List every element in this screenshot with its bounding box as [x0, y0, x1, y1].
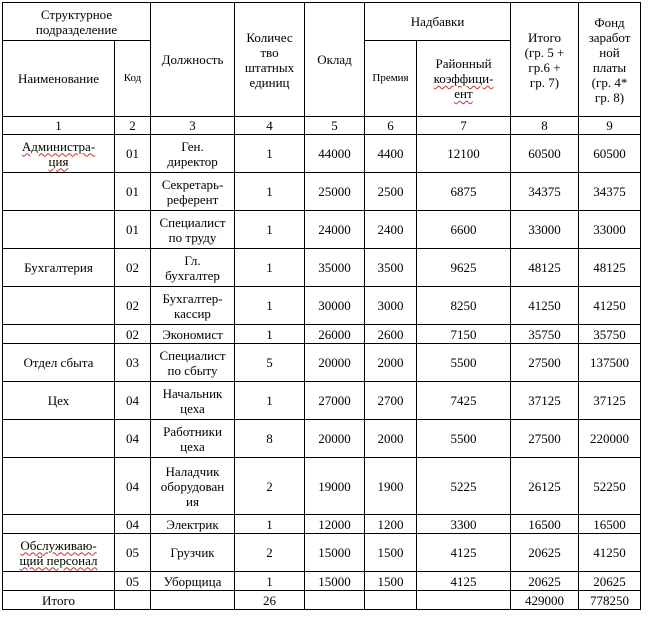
total-cell: 60500 [511, 135, 579, 173]
regional-coef-cell: 6875 [417, 173, 511, 211]
regional-coef-cell: 7425 [417, 382, 511, 420]
fund-cell: 20625 [579, 572, 641, 591]
total-cell: 35750 [511, 325, 579, 344]
code-cell: 04 [115, 458, 151, 515]
regional-coef-cell: 9625 [417, 249, 511, 287]
fund-cell: 60500 [579, 135, 641, 173]
total-cell: 20625 [511, 572, 579, 591]
column-number: 8 [511, 117, 579, 135]
column-number: 1 [3, 117, 115, 135]
code-cell: 04 [115, 382, 151, 420]
fund-header: Фонд заработ ной платы (гр. 4* гр. 8) [579, 3, 641, 117]
bonus-cell: 1500 [365, 534, 417, 572]
position-cell: Работники цеха [151, 420, 235, 458]
empty-cell [417, 591, 511, 610]
department-cell [3, 515, 115, 534]
fund-cell: 37125 [579, 382, 641, 420]
position-cell: Экономист [151, 325, 235, 344]
table-row [3, 173, 641, 211]
fund-cell: 52250 [579, 458, 641, 515]
staff-count-header: Количес тво штатных единиц [235, 3, 305, 117]
code-cell: 02 [115, 287, 151, 325]
column-number: 3 [151, 117, 235, 135]
fund-cell: 137500 [579, 344, 641, 382]
regional-coef-cell: 7150 [417, 325, 511, 344]
staff-count-cell: 1 [235, 325, 305, 344]
code-cell: 02 [115, 249, 151, 287]
salary-cell: 20000 [305, 420, 365, 458]
table-row [3, 325, 641, 344]
position-cell: Специалист по труду [151, 211, 235, 249]
position-cell: Ген. директор [151, 135, 235, 173]
bonus-cell: 2400 [365, 211, 417, 249]
position-cell: Специалист по сбыту [151, 344, 235, 382]
staff-count-cell: 8 [235, 420, 305, 458]
total-cell: 26125 [511, 458, 579, 515]
department-cell: Бухгалтерия [3, 249, 115, 287]
total-cell: 34375 [511, 173, 579, 211]
fund-cell: 33000 [579, 211, 641, 249]
department-cell: Отдел сбыта [3, 344, 115, 382]
salary-cell: 26000 [305, 325, 365, 344]
bonus-cell: 1500 [365, 572, 417, 591]
code-cell: 01 [115, 211, 151, 249]
staff-count-cell: 1 [235, 287, 305, 325]
bonus-cell: 2500 [365, 173, 417, 211]
column-number: 4 [235, 117, 305, 135]
total-cell: 37125 [511, 382, 579, 420]
staff-count-cell: 2 [235, 534, 305, 572]
bonus-cell: 2000 [365, 420, 417, 458]
column-number: 7 [417, 117, 511, 135]
total-cell: 48125 [511, 249, 579, 287]
department-cell: Администра- ция [3, 135, 115, 173]
staff-schedule-table [2, 2, 641, 610]
salary-cell: 15000 [305, 572, 365, 591]
totals-fund: 778250 [579, 591, 641, 610]
table-row [3, 458, 641, 515]
code-cell: 02 [115, 325, 151, 344]
fund-cell: 220000 [579, 420, 641, 458]
regional-coef-cell: 4125 [417, 534, 511, 572]
bonus-cell: 2600 [365, 325, 417, 344]
position-cell: Уборщица [151, 572, 235, 591]
total-header: Итого (гр. 5 + гр.6 + гр. 7) [511, 3, 579, 117]
regional-coef-cell: 8250 [417, 287, 511, 325]
table-row [3, 211, 641, 249]
department-cell [3, 211, 115, 249]
regional-coef-cell: 6600 [417, 211, 511, 249]
position-cell: Электрик [151, 515, 235, 534]
salary-cell: 27000 [305, 382, 365, 420]
fund-cell: 41250 [579, 287, 641, 325]
fund-cell: 16500 [579, 515, 641, 534]
table-row [3, 515, 641, 534]
staff-count-cell: 1 [235, 211, 305, 249]
empty-cell [151, 591, 235, 610]
code-cell: 05 [115, 534, 151, 572]
staff-count-cell: 1 [235, 382, 305, 420]
bonus-cell: 2000 [365, 344, 417, 382]
total-cell: 27500 [511, 420, 579, 458]
staff-count-cell: 1 [235, 173, 305, 211]
code-cell: 03 [115, 344, 151, 382]
fund-cell: 48125 [579, 249, 641, 287]
salary-cell: 25000 [305, 173, 365, 211]
code-header: Код [115, 41, 151, 117]
staff-count-cell: 5 [235, 344, 305, 382]
department-cell [3, 173, 115, 211]
table-row [3, 287, 641, 325]
bonus-cell: 3000 [365, 287, 417, 325]
staff-count-cell: 2 [235, 458, 305, 515]
staff-count-cell: 1 [235, 515, 305, 534]
position-cell: Наладчик оборудован ия [151, 458, 235, 515]
bonus-cell: 1200 [365, 515, 417, 534]
position-cell: Гл. бухгалтер [151, 249, 235, 287]
position-cell: Секретарь- референт [151, 173, 235, 211]
table-row [3, 534, 641, 572]
department-cell [3, 572, 115, 591]
department-cell [3, 287, 115, 325]
salary-cell: 24000 [305, 211, 365, 249]
totals-total: 429000 [511, 591, 579, 610]
regional-coef-cell: 3300 [417, 515, 511, 534]
total-cell: 27500 [511, 344, 579, 382]
bonus-cell: 4400 [365, 135, 417, 173]
structural-unit-header: Структурное подразделение [3, 3, 151, 41]
regional-coef-cell: 12100 [417, 135, 511, 173]
position-cell: Грузчик [151, 534, 235, 572]
bonus-cell: 1900 [365, 458, 417, 515]
bonus-cell: 2700 [365, 382, 417, 420]
totals-label: Итого [3, 591, 115, 610]
totals-count: 26 [235, 591, 305, 610]
salary-cell: 19000 [305, 458, 365, 515]
totals-row [3, 591, 641, 610]
staff-count-cell: 1 [235, 249, 305, 287]
code-cell: 05 [115, 572, 151, 591]
staff-count-cell: 1 [235, 135, 305, 173]
salary-cell: 15000 [305, 534, 365, 572]
bonus-header: Премия [365, 41, 417, 117]
department-cell: Цех [3, 382, 115, 420]
empty-cell [115, 591, 151, 610]
empty-cell [365, 591, 417, 610]
salary-cell: 20000 [305, 344, 365, 382]
table-row [3, 382, 641, 420]
regional-coef-cell: 5500 [417, 420, 511, 458]
salary-cell: 12000 [305, 515, 365, 534]
table-row [3, 135, 641, 173]
regional-coef-cell: 4125 [417, 572, 511, 591]
allowances-header: Надбавки [365, 3, 511, 41]
code-cell: 01 [115, 135, 151, 173]
fund-cell: 35750 [579, 325, 641, 344]
fund-cell: 34375 [579, 173, 641, 211]
salary-cell: 35000 [305, 249, 365, 287]
position-cell: Начальник цеха [151, 382, 235, 420]
cropped-caption-fragment [300, 612, 450, 617]
table-row [3, 420, 641, 458]
staff-count-cell: 1 [235, 572, 305, 591]
regional-coef-header: Районный коэффици- ент [417, 41, 511, 117]
department-cell [3, 458, 115, 515]
salary-cell: 44000 [305, 135, 365, 173]
column-number-row [3, 117, 641, 135]
bonus-cell: 3500 [365, 249, 417, 287]
department-cell [3, 325, 115, 344]
regional-coef-cell: 5225 [417, 458, 511, 515]
column-number: 6 [365, 117, 417, 135]
department-cell: Обслуживаю- щий персонал [3, 534, 115, 572]
total-cell: 41250 [511, 287, 579, 325]
total-cell: 16500 [511, 515, 579, 534]
salary-header: Оклад [305, 3, 365, 117]
code-cell: 04 [115, 420, 151, 458]
total-cell: 20625 [511, 534, 579, 572]
fund-cell: 41250 [579, 534, 641, 572]
empty-cell [305, 591, 365, 610]
code-cell: 01 [115, 173, 151, 211]
name-header: Наименование [3, 41, 115, 117]
salary-cell: 30000 [305, 287, 365, 325]
position-cell: Бухгалтер- кассир [151, 287, 235, 325]
table-row [3, 572, 641, 591]
table-row [3, 249, 641, 287]
column-number: 5 [305, 117, 365, 135]
position-header: Должность [151, 3, 235, 117]
column-number: 9 [579, 117, 641, 135]
total-cell: 33000 [511, 211, 579, 249]
regional-coef-cell: 5500 [417, 344, 511, 382]
column-number: 2 [115, 117, 151, 135]
table-row [3, 344, 641, 382]
department-cell [3, 420, 115, 458]
code-cell: 04 [115, 515, 151, 534]
